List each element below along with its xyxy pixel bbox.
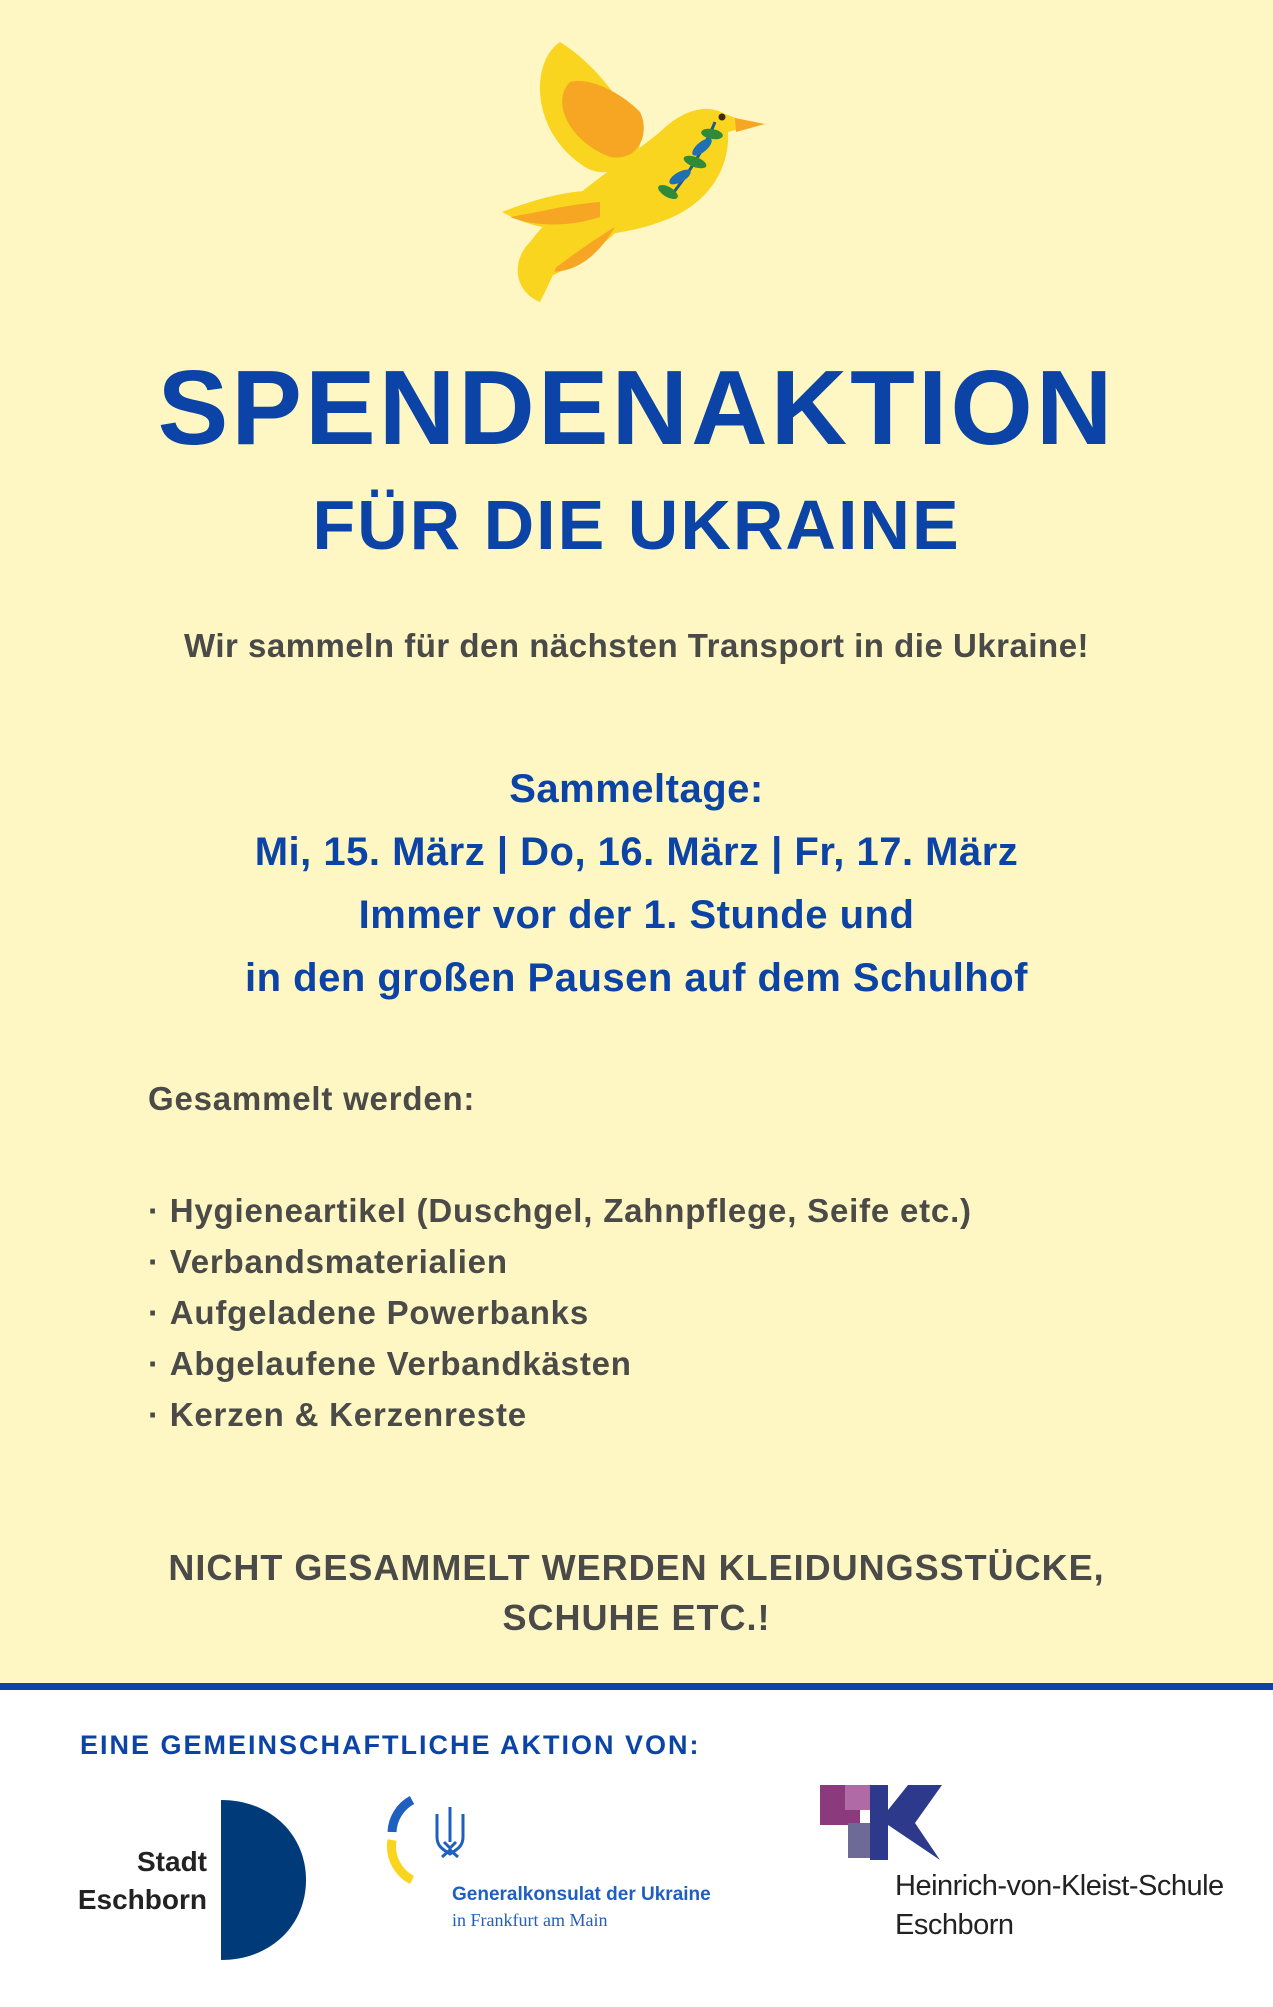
poster-title: SPENDENAKTION — [157, 349, 1116, 467]
dates-line: Mi, 15. März | Do, 16. März | Fr, 17. März — [254, 830, 1019, 874]
peace-dove-icon — [490, 22, 790, 332]
consulate-logo — [382, 1792, 742, 1952]
time-line-1: Immer vor der 1. Stunde und — [358, 893, 915, 937]
collect-heading: Gesammelt werden: — [148, 1080, 476, 1117]
items-list — [148, 1185, 972, 1440]
school-city: Eschborn — [895, 1909, 1014, 1941]
intro-text: Wir sammeln für den nächsten Transport in die Ukraine! — [183, 627, 1090, 664]
consulate-name: Generalkonsulat der Ukraine — [452, 1884, 711, 1905]
eschborn-line2: Eschborn — [77, 1884, 207, 1915]
eschborn-line1: Stadt — [137, 1846, 207, 1877]
list-item: · Kerzen & Kerzenreste — [148, 1389, 972, 1440]
list-item: · Aufgeladene Powerbanks — [148, 1287, 972, 1338]
poster-subtitle: FÜR DIE UKRAINE — [312, 486, 961, 564]
collection-dates — [0, 758, 1273, 1010]
school-name: Heinrich-von-Kleist-Schule — [895, 1870, 1224, 1902]
eschborn-d-icon — [221, 1800, 306, 1960]
kleist-schule-logo — [820, 1785, 1224, 1965]
stadt-eschborn-logo — [77, 1800, 315, 1965]
ukraine-trident-icon — [382, 1792, 482, 1892]
list-item: · Verbandsmaterialien — [148, 1236, 972, 1287]
partners-footer — [0, 1683, 1273, 2007]
list-item: · Abgelaufene Verbandkästen — [148, 1338, 972, 1389]
notice-text: NICHT GESAMMELT WERDEN KLEIDUNGSSTÜCKE, SCHUHE ETC.! — [168, 1547, 1105, 1638]
dates-heading: Sammeltage: — [509, 767, 764, 811]
consulate-subtitle: in Frankfurt am Main — [452, 1910, 608, 1930]
list-item: · Hygieneartikel (Duschgel, Zahnpflege, Seife etc.) — [148, 1185, 972, 1236]
time-line-2: in den großen Pausen auf dem Schulhof — [244, 956, 1028, 1000]
school-logo-icon — [820, 1785, 945, 1860]
footer-title: EINE GEMEINSCHAFTLICHE AKTION VON: — [80, 1730, 701, 1760]
